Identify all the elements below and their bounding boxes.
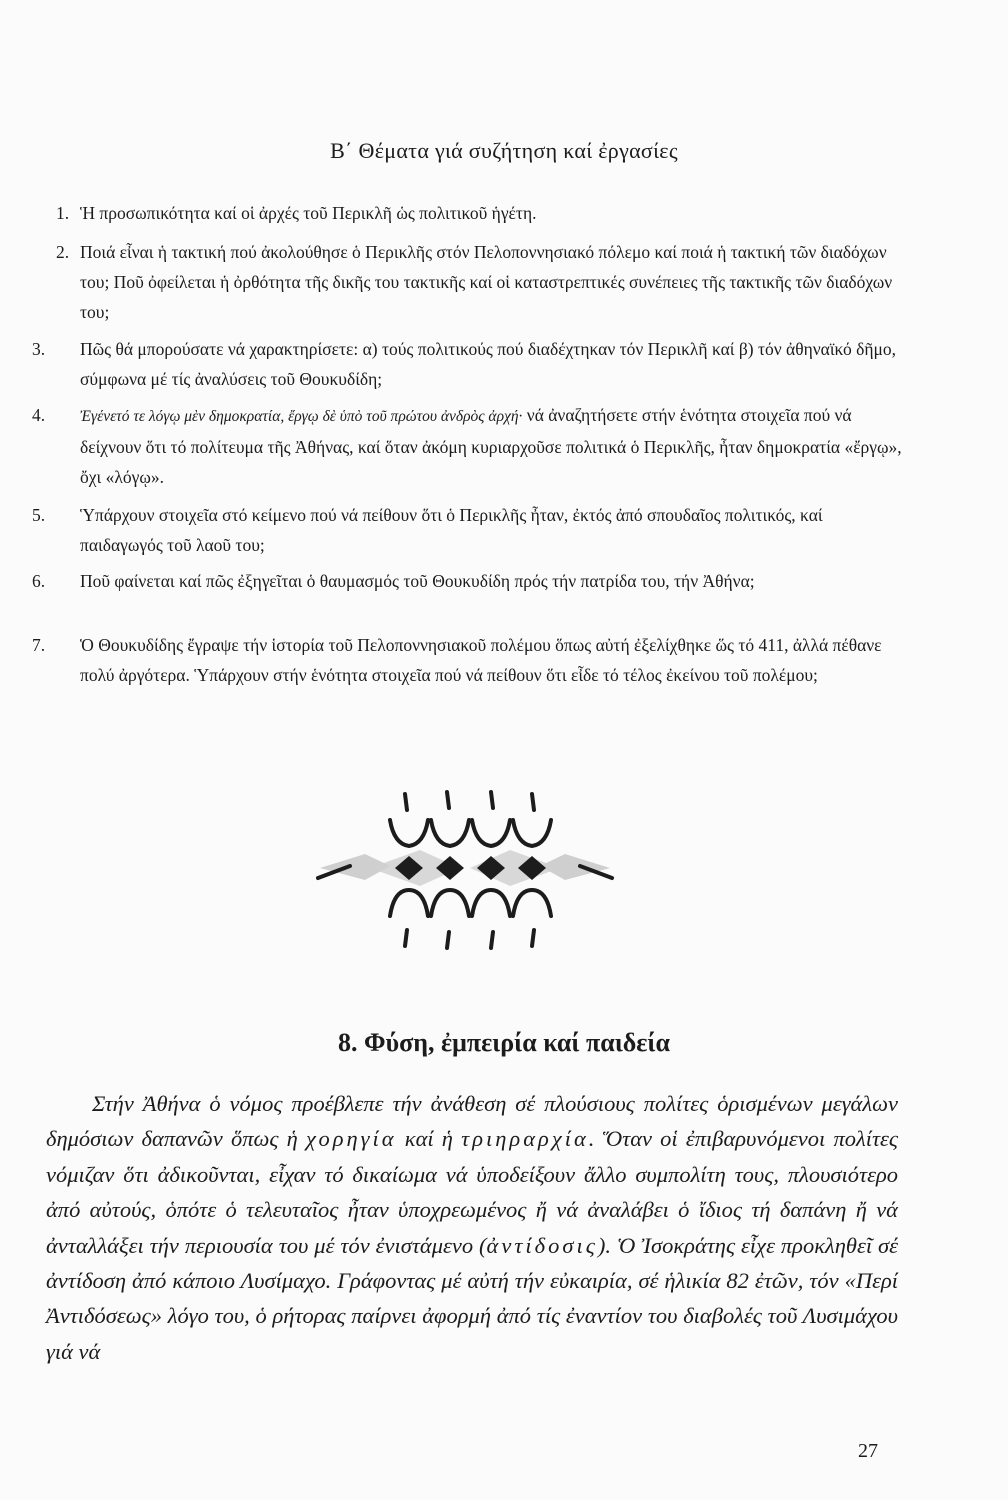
intro-text-4: ). Ὁ Ἰσοκράτης εἶχε προκληθεῖ σέ ἀντίδοση ἀπό κάποιο Λυσίμαχο. Γράφοντας μέ αὐτή τήν εὐκαιρία, σέ ἡλικία 82 ἐτῶν, τόν «Περί Ἀντιδόσεως» λόγο του, ὁ ρήτορας παίρνει ἀφορμή ἀπό τίς ἐναντίον του διαβολές τοῦ Λυσιμάχου γιά νά <box>46 1232 898 1364</box>
question-3 <box>32 334 904 394</box>
chapter-title: 8. Φύση, ἐμπειρία καί παιδεία <box>338 1028 670 1057</box>
question-text: Ποιά εἶναι ἡ τακτική πού ἀκολούθησε ὁ Περικλῆς στόν Πελοποννησιακό πόλεμο καί ποιά ἡ τακτική τῶν διαδόχων του; Ποῦ ὀφείλεται ἡ ὀρθότητα τῆς δικῆς του τακτικῆς καί οἱ καταστρεπτικές συνέπειες τῆς τακτικῆς τῶν διαδόχων του; <box>80 242 893 322</box>
question-4 <box>32 400 904 492</box>
question-number: 4. <box>32 405 46 425</box>
question-number: 6. <box>32 571 46 591</box>
intro-text-1: Στήν Ἀθήνα ὁ νόμος προέβλεπε τήν ἀνάθεση σέ πλούσιους πολίτες ὁρισμένων μεγάλων δημόσιων δαπανῶν ὅπως ἡ <box>46 1091 898 1152</box>
question-number: 2. <box>56 242 70 262</box>
decorative-ornament-icon <box>310 780 620 960</box>
intro-text-2: καί ἡ <box>396 1126 462 1152</box>
question-text: νά ἀναζητήσετε στήν ἑνότητα στοιχεῖα πού νά δείχνουν ὅτι τό πολίτευμα τῆς Ἀθήνας, καί ὅταν ἀκόμη κυριαρχοῦσε πολιτικά ὁ Περικλῆς, ἦταν δημοκρατία «ἔργῳ», ὄχι «λόγῳ». <box>80 405 902 487</box>
term-antidosis: ἀντίδοσις <box>486 1232 598 1258</box>
question-5 <box>32 500 904 560</box>
question-number: 1. <box>56 203 70 223</box>
term-trierarchia: τριηραρχία <box>461 1126 589 1152</box>
question-quote: Ἐγένετό τε λόγῳ μὲν δημοκρατία, ἔργῳ δὲ ὑπὸ τοῦ πρώτου ἀνδρὸς ἀρχή· <box>80 408 523 425</box>
question-number: 3. <box>32 339 46 359</box>
question-7 <box>32 630 904 690</box>
question-text: Πῶς θά μπορούσατε νά χαρακτηρίσετε: α) τούς πολιτικούς πού διαδέχτηκαν τόν Περικλῆ καί β) τόν ἀθηναϊκό δῆμο, σύμφωνα μέ τίς ἀναλύσεις τοῦ Θουκυδίδη; <box>80 339 896 389</box>
term-choregia: χορηγία <box>306 1126 397 1152</box>
intro-paragraph <box>46 1086 898 1369</box>
question-number: 5. <box>32 505 46 525</box>
page-number: 27 <box>858 1440 878 1462</box>
question-2 <box>56 237 904 327</box>
intro-text-3: . Ὅταν οἱ ἐπιβαρυνόμενοι πολίτες νόμιζαν ὅτι ἀδικοῦνται, εἶχαν τό δικαίωμα νά ὑποδείξουν ἄλλο συμπολίτη τους, πλουσιότερο ἀπό αὐτούς, ὁπότε ὁ τελευταῖος ἦταν ὑποχρεωμένος ἤ νά ἀναλάβει ὁ ἴδιος τή δαπάνη ἤ νά ἀνταλλάξει τήν περιουσία του μέ τόν ἐνιστάμενο ( <box>46 1126 899 1258</box>
question-6 <box>32 566 904 596</box>
section-title: Β΄ Θέματα γιά συζήτηση καί ἐργασίες <box>330 138 678 163</box>
question-text: Ποῦ φαίνεται καί πῶς ἐξηγεῖται ὁ θαυμασμός τοῦ Θουκυδίδη πρός τήν πατρίδα του, τήν Ἀθήνα; <box>80 571 755 591</box>
question-text: Ὁ Θουκυδίδης ἔγραψε τήν ἱστορία τοῦ Πελοποννησιακοῦ πολέμου ὅπως αὐτή ἐξελίχθηκε ὥς τό 411, ἀλλά πέθανε πολύ ἀργότερα. Ὑπάρχουν στήν ἑνότητα στοιχεῖα πού νά πείθουν ὅτι εἶδε τό τέλος ἐκείνου τοῦ πολέμου; <box>80 635 882 685</box>
question-text: Ὑπάρχουν στοιχεῖα στό κείμενο πού νά πείθουν ὅτι ὁ Περικλῆς ἦταν, ἐκτός ἀπό σπουδαῖος πολιτικός, καί παιδαγωγός τοῦ λαοῦ του; <box>80 505 823 555</box>
question-text: Ἡ προσωπικότητα καί οἱ ἀρχές τοῦ Περικλῆ ὡς πολιτικοῦ ἡγέτη. <box>80 203 537 223</box>
question-1 <box>56 198 904 228</box>
question-number: 7. <box>32 635 46 655</box>
